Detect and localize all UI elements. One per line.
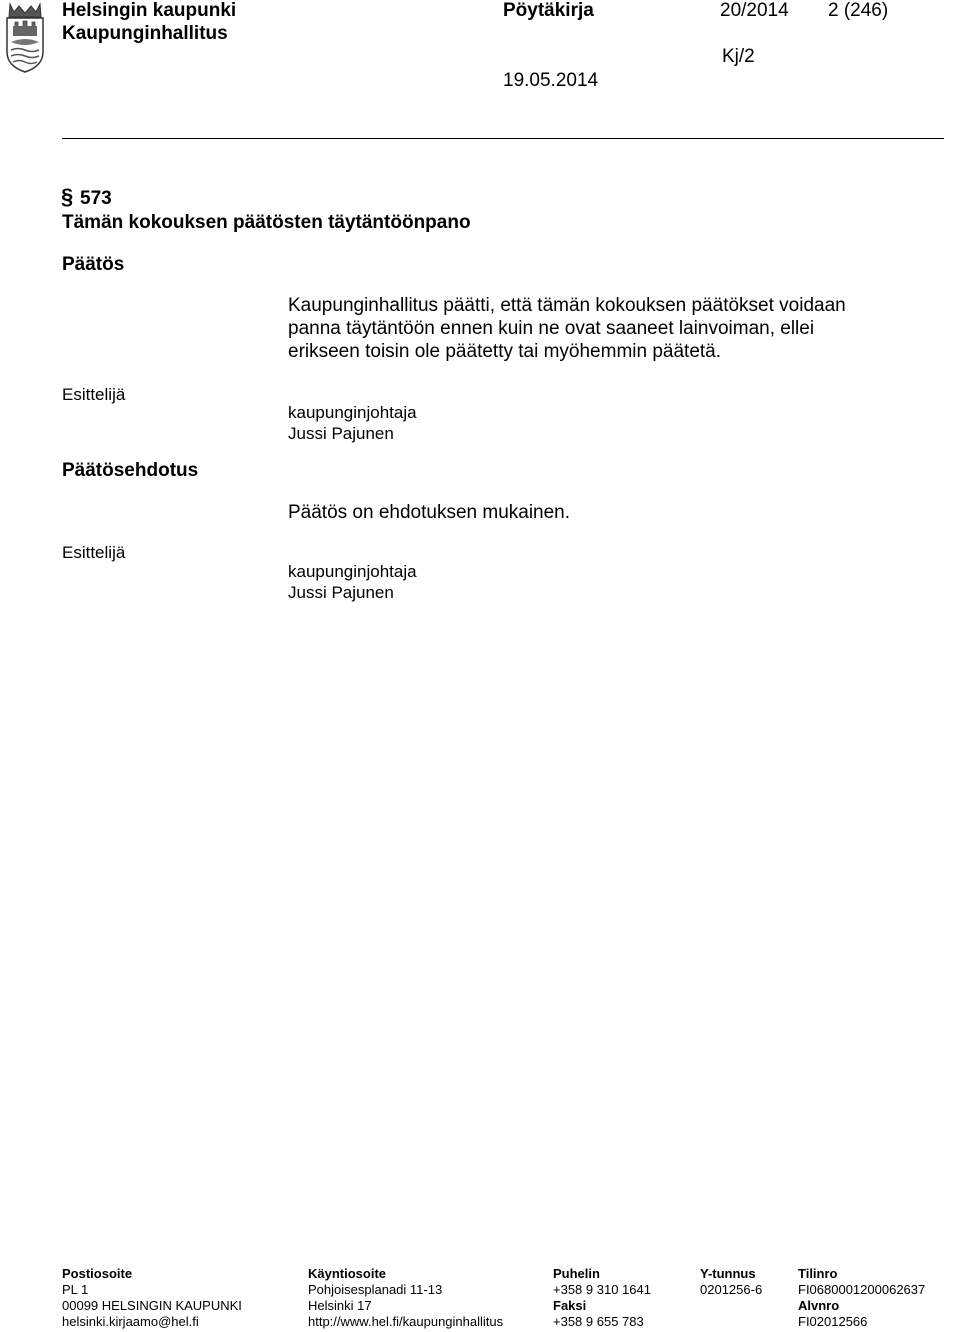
section-title: Tämän kokouksen päätösten täytäntöönpano — [62, 212, 471, 233]
footer-visit-url: http://www.hel.fi/kaupunginhallitus — [308, 1314, 504, 1329]
header-divider — [62, 138, 944, 139]
proposal-text: Päätös on ehdotuksen mukainen. — [288, 502, 571, 523]
doc-type: Pöytäkirja — [503, 0, 594, 21]
proposal-presenter-label: Esittelijä — [62, 543, 126, 562]
footer-business-id-value: 0201256-6 — [700, 1282, 763, 1297]
footer-vat-head: Alvnro — [798, 1298, 840, 1313]
footer-account-number: FI0680001200062637 — [798, 1282, 926, 1297]
page-number: 2 (246) — [828, 0, 889, 21]
footer-fax-number: +358 9 655 783 — [553, 1314, 644, 1329]
footer-visit-line2: Helsinki 17 — [308, 1298, 372, 1313]
proposal-presenter-title: kaupunginjohtaja — [288, 562, 417, 581]
footer-account-head: Tilinro — [798, 1266, 838, 1281]
footer-postal-head: Postiosoite — [62, 1266, 133, 1281]
footer-account — [798, 1266, 925, 1330]
footer-postal-email: helsinki.kirjaamo@hel.fi — [62, 1314, 199, 1329]
body-name: Kaupunginhallitus — [62, 23, 228, 44]
decision-presenter-name: Jussi Pajunen — [288, 424, 394, 443]
footer-visit — [308, 1266, 503, 1330]
org-name: Helsingin kaupunki — [62, 0, 237, 21]
footer-visit-line1: Pohjoisesplanadi 11-13 — [308, 1282, 443, 1297]
footer-phone-number: +358 9 310 1641 — [553, 1282, 651, 1297]
decision-text: Kaupunginhallitus päätti, että tämän kokouksen päätökset voidaan panna täytäntöön ennen kuin ne ovat saaneet lainvoiman, ellei erikseen toisin ole päätetty tai myöhemmin päätetä. — [288, 295, 846, 362]
footer-business-id-head: Y-tunnus — [700, 1266, 756, 1281]
footer-business-id — [700, 1266, 762, 1298]
proposal-presenter-name: Jussi Pajunen — [288, 583, 394, 602]
proposal-heading: Päätösehdotus — [62, 460, 199, 481]
meeting-date: 19.05.2014 — [503, 70, 599, 91]
helsinki-crest-icon — [4, 2, 46, 74]
footer-visit-head: Käyntiosoite — [308, 1266, 387, 1281]
footer-postal-line2: 00099 HELSINGIN KAUPUNKI — [62, 1298, 242, 1313]
doc-number: 20/2014 — [720, 0, 789, 21]
section-number: 573 — [80, 188, 112, 209]
section-mark: § — [61, 184, 74, 209]
reference-code: Kj/2 — [722, 46, 755, 67]
footer-vat-number: FI02012566 — [798, 1314, 868, 1329]
footer-phone-head: Puhelin — [553, 1266, 600, 1281]
footer-fax-head: Faksi — [553, 1298, 587, 1313]
decision-heading: Päätös — [62, 254, 125, 275]
decision-presenter-label: Esittelijä — [62, 385, 126, 404]
footer-phone — [553, 1266, 651, 1330]
footer-postal-line1: PL 1 — [62, 1282, 89, 1297]
decision-presenter-title: kaupunginjohtaja — [288, 403, 417, 422]
footer-postal — [62, 1266, 242, 1330]
